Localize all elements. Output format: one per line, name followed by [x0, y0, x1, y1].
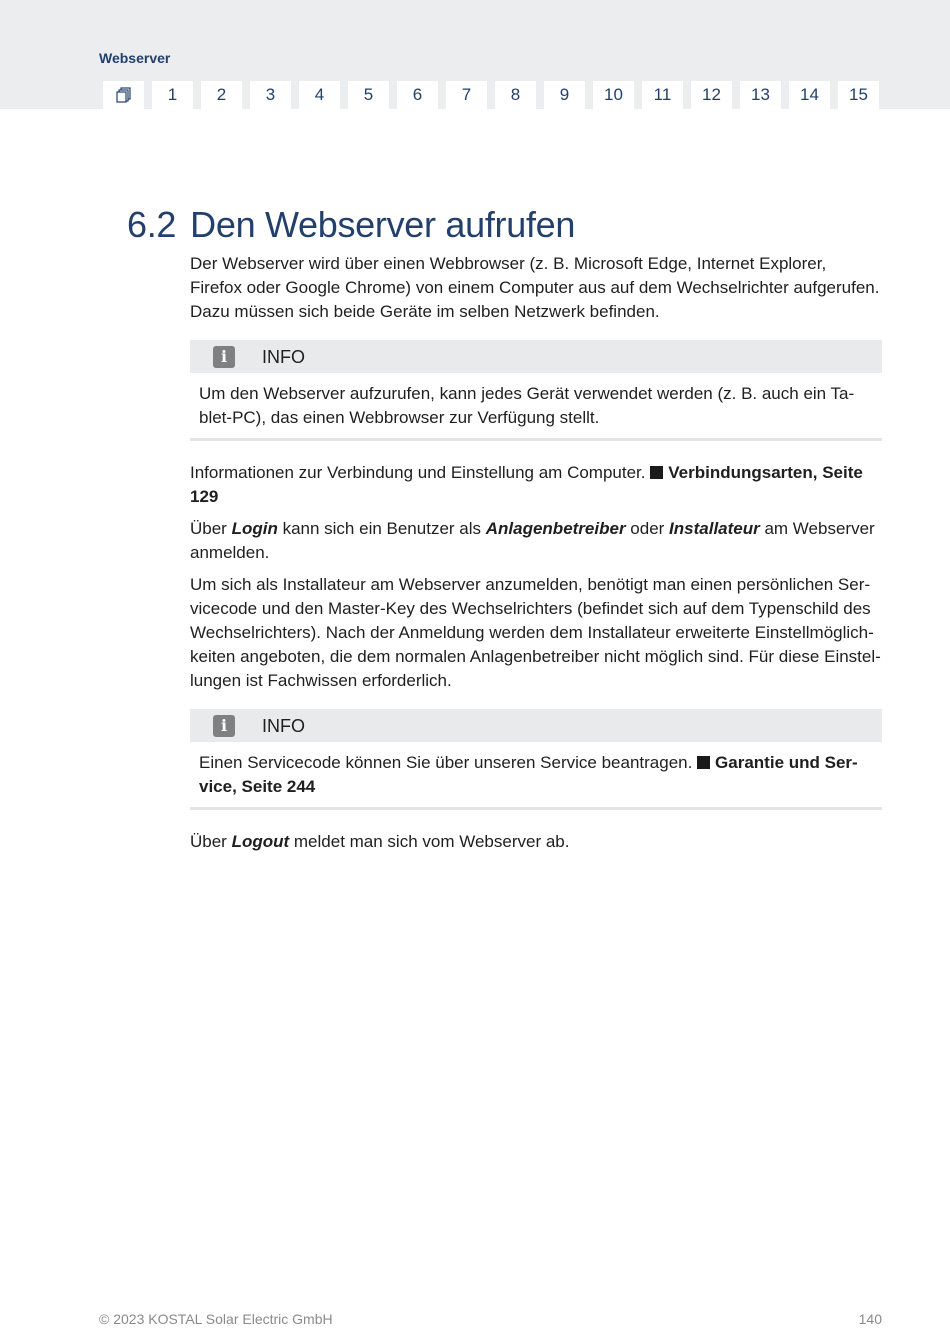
login-term: Login [231, 519, 278, 538]
info-box [190, 709, 882, 810]
intro-paragraph: Der Webserver wird über einen Webbrowser (z. B. Microsoft Edge, Internet Explorer, Firefox oder Google Chrome) von einem Computer aus auf dem Wechselrichter aufgerufen. Dazu müssen sich beide Geräte im selben Netzwerk befinden. [190, 254, 880, 321]
chapter-tab-10[interactable]: 10 [593, 81, 634, 109]
chapter-tab-6[interactable]: 6 [397, 81, 438, 109]
cross-reference-arrow-icon [650, 466, 663, 479]
info-icon: i [213, 346, 235, 368]
info-header [190, 340, 882, 373]
chapter-tab-8[interactable]: 8 [495, 81, 536, 109]
chapter-tab-1[interactable]: 1 [152, 81, 193, 109]
footer-copyright: © 2023 KOSTAL Solar Electric GmbH [99, 1311, 333, 1327]
info-box [190, 340, 882, 441]
chapter-tab-5[interactable]: 5 [348, 81, 389, 109]
page-title [127, 204, 575, 246]
info-icon: i [213, 715, 235, 737]
cross-reference-arrow-icon [697, 756, 710, 769]
login-paragraph: Über Login kann sich ein Benutzer als Anlagenbetreiber oder Installateur am Webserver anmelden. [190, 519, 875, 562]
chapter-tab-11[interactable]: 11 [642, 81, 683, 109]
info-text: Um den Webserver aufzurufen, kann jedes Gerät verwendet werden (z. B. auch ein Tablet-PC), das einen Webbrowser zur Verfügung stellt. [190, 373, 882, 441]
chapter-tab-13[interactable]: 13 [740, 81, 781, 109]
chapter-tab-14[interactable]: 14 [789, 81, 830, 109]
chapter-tab-7[interactable]: 7 [446, 81, 487, 109]
chapter-tab-9[interactable]: 9 [544, 81, 585, 109]
info-title: INFO [262, 346, 305, 367]
chapter-tab-15[interactable]: 15 [838, 81, 879, 109]
link-warranty-service[interactable]: Garantie und Service, Seite 244 [199, 753, 858, 796]
installer-paragraph: Um sich als Installateur am Webserver anzumelden, benötigt man einen persönlichen Servicecode und den Master-Key des Wechselrichters (befindet sich auf dem Typenschild des Wechselrichters). Nach der Anmeldung werden dem Installateur erweiterte Einstellmöglichkeiten angeboten, die dem normalen Anlagenbetreiber nicht möglich sind. Für diese Einstellungen ist Fachwissen erforderlich. [190, 575, 881, 690]
link-connection-types[interactable]: Verbindungsarten, Seite 129 [190, 463, 863, 506]
chapter-tab-2[interactable]: 2 [201, 81, 242, 109]
table-of-contents-icon[interactable] [103, 81, 144, 109]
info-text: Einen Servicecode können Sie über unseren Service beantragen. Garantie und Service, Seite 244 [190, 742, 882, 810]
page-number: 140 [858, 1311, 882, 1327]
heading-number: 6.2 [127, 204, 177, 245]
operator-term: Anlagenbetreiber [485, 519, 626, 538]
chapter-tab-12[interactable]: 12 [691, 81, 732, 109]
main-content [190, 252, 882, 862]
chapter-tab-3[interactable]: 3 [250, 81, 291, 109]
info-title: INFO [262, 715, 305, 736]
logout-term: Logout [231, 832, 290, 851]
connection-paragraph: Informationen zur Verbindung und Einstellung am Computer. Verbindungsarten, Seite 129 [190, 463, 863, 506]
chapter-nav [103, 81, 879, 109]
section-label: Webserver [99, 50, 171, 66]
logout-paragraph: Über Logout meldet man sich vom Webserver ab. [190, 832, 570, 851]
chapter-tab-4[interactable]: 4 [299, 81, 340, 109]
heading-title: Den Webserver aufrufen [190, 204, 576, 245]
installer-term: Installateur [669, 519, 760, 538]
info-header [190, 709, 882, 742]
